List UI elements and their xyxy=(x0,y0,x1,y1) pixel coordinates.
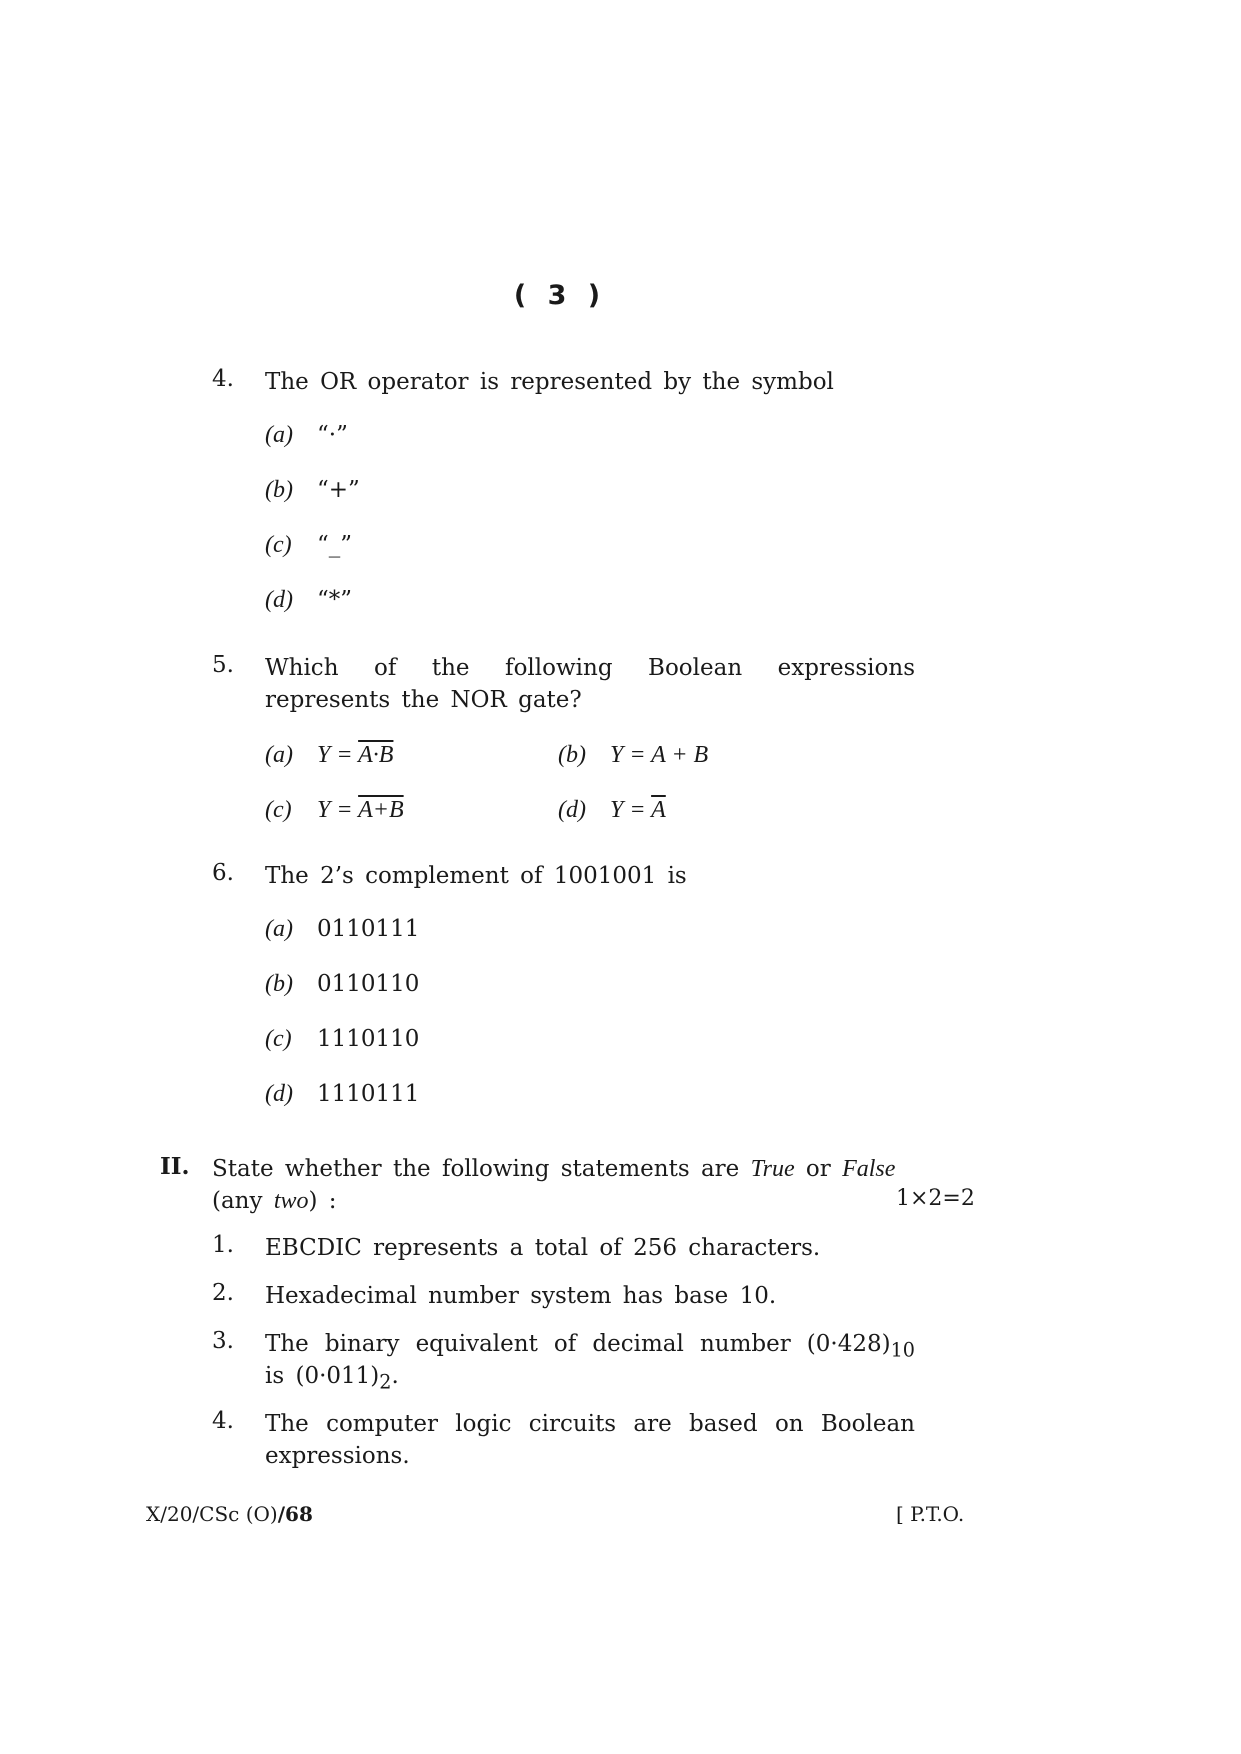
option-c: (c) Y = A+B xyxy=(265,797,404,823)
statement-4-line-1: The computer logic circuits are based on Boolean xyxy=(265,1411,915,1437)
statement-3-line-2: is $(0\cdot 011)_2$. xyxy=(265,1363,399,1394)
statement-2: Hexadecimal number system has base 10. xyxy=(265,1283,777,1309)
question-number: 4. xyxy=(212,366,234,392)
option-c: (c) “_” xyxy=(265,532,353,558)
question-number: 6. xyxy=(212,860,234,886)
question-stem-line-2: represents the NOR gate? xyxy=(265,687,582,713)
section-instruction-line-1: State whether the following statements are True or False xyxy=(212,1156,896,1182)
question-stem: The OR operator is represented by the symbol xyxy=(265,369,834,395)
paper-code: X/20/CSc (O)/68 xyxy=(146,1502,313,1526)
statement-1: EBCDIC represents a total of 256 characters. xyxy=(265,1235,821,1261)
statement-4-line-2: expressions. xyxy=(265,1443,410,1469)
question-stem-line-1: Which of the following Boolean expressions xyxy=(265,655,915,681)
option-d: (d) $Y = \overline{A}$ xyxy=(558,797,666,823)
section-instruction-line-2: (any two) : xyxy=(212,1188,337,1214)
option-d: (d) “*” xyxy=(265,587,353,613)
statement-number: 2. xyxy=(212,1280,234,1306)
statement-number: 1. xyxy=(212,1232,234,1258)
option-b: (b) “+” xyxy=(265,477,360,503)
marks-allocation: 1×2=2 xyxy=(896,1186,975,1211)
statement-number: 3. xyxy=(212,1328,234,1354)
statement-3-line-1: The binary equivalent of decimal number $(0\cdot 428)_{10}$ xyxy=(265,1331,915,1362)
option-b: (b) 0110110 xyxy=(265,971,420,997)
question-number: 5. xyxy=(212,652,234,678)
option-b: (b) Y = A + B xyxy=(558,742,709,768)
please-turn-over: [ P.T.O. xyxy=(896,1502,965,1526)
option-a: (a) 0110111 xyxy=(265,916,420,942)
question-stem: The 2’s complement of 1001001 is xyxy=(265,863,687,889)
option-a: (a) “·” xyxy=(265,422,348,448)
page-number: ( 3 ) xyxy=(513,280,607,311)
statement-number: 4. xyxy=(212,1408,234,1434)
option-a: (a) Y = A·B xyxy=(265,742,394,768)
option-d: (d) 1110111 xyxy=(265,1081,420,1107)
option-c: (c) 1110110 xyxy=(265,1026,420,1052)
section-number: II. xyxy=(160,1153,190,1180)
